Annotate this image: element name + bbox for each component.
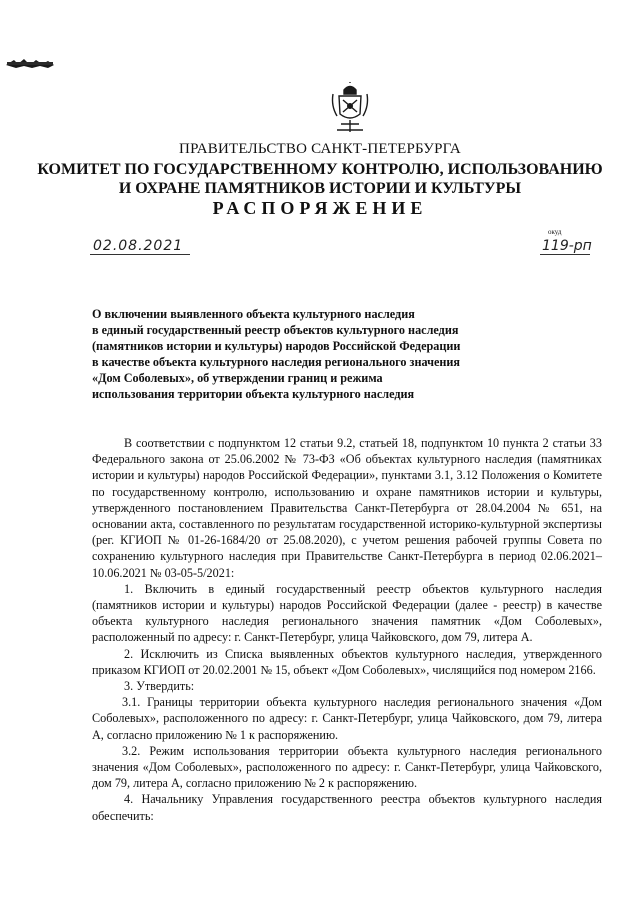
document-date: 02.08.2021 bbox=[93, 238, 184, 254]
committee-line-2: И ОХРАНЕ ПАМЯТНИКОВ ИСТОРИИ И КУЛЬТУРЫ bbox=[118, 180, 522, 197]
date-underline bbox=[90, 254, 190, 255]
document-number: 119-рп bbox=[542, 238, 592, 254]
subject-line: в качестве объекта культурного наследия регионального значения bbox=[92, 355, 460, 369]
subject-line: в единый государственный реестр объектов культурного наследия bbox=[92, 323, 459, 337]
item-2-paragraph: 2. Исключить из Списка выявленных объектов культурного наследия, утвержденного приказом КГИОП от 20.02.2001 № 15, объект «Дом Соболевых», числящийся под номером 2166. bbox=[92, 646, 602, 677]
coat-of-arms-icon bbox=[329, 82, 371, 134]
document-body bbox=[92, 435, 602, 824]
subject-line: (памятников истории и культуры) народов Российской Федерации bbox=[92, 339, 461, 353]
item-3-1-paragraph: 3.1. Границы территории объекта культурного наследия регионального значения «Дом Соболевых», расположенного по адресу: г. Санкт-Петербург, улица Чайковского, дом 79, литера А, согласно приложению № 1 к распоряжению. bbox=[92, 695, 602, 742]
document-subject bbox=[92, 306, 562, 402]
subject-line: использования территории объекта культурного наследия bbox=[92, 387, 415, 401]
item-4-paragraph: 4. Начальнику Управления государственного реестра объектов культурного наследия обеспечить: bbox=[92, 792, 602, 823]
subject-line: О включении выявленного объекта культурного наследия bbox=[92, 307, 415, 321]
number-underline bbox=[540, 254, 590, 255]
committee-line-1: КОМИТЕТ ПО ГОСУДАРСТВЕННОМУ КОНТРОЛЮ, ИСПОЛЬЗОВАНИЮ bbox=[37, 161, 603, 178]
preamble-paragraph: В соответствии с подпунктом 12 статьи 9.2, статьей 18, подпунктом 10 пункта 2 статьи 33 Федерального закона от 25.06.2002 № 73-ФЗ «Об объектах культурного наследия (памятниках истории и культуры) народов Российской Федерации», пунктами 3.1, 3.12 Положения о Комитете по государственному контролю, использованию и охране памятников истории и культуры, утвержденного постановлением Правительства Санкт-Петербурга от 28.04.2004 № 651, на основании акта, составленного по результатам государственной историко-культурной экспертизы (рег. КГИОП № 01-26-1684/20 от 25.08.2020), с учетом решения рабочей группы Совета по сохранению культурного наследия при Правительстве Санкт-Петербурга в период 02.06.2021–10.06.2021 № 03-05-5/2021: bbox=[92, 436, 602, 580]
committee-name bbox=[0, 160, 640, 198]
item-3-2-paragraph: 3.2. Режим использования территории объекта культурного наследия регионального значения «Дом Соболевых», расположенного по адресу: г. Санкт-Петербург, улица Чайковского, дом 79, литера А, согласно приложению № 2 к распоряжению. bbox=[92, 743, 602, 791]
subject-line: «Дом Соболевых», об утверждении границ и режима bbox=[92, 371, 383, 385]
okud-label: окуд bbox=[548, 228, 562, 236]
government-name: ПРАВИТЕЛЬСТВО САНКТ-ПЕТЕРБУРГА bbox=[179, 141, 461, 157]
item-3-paragraph: 3. Утвердить: bbox=[124, 679, 195, 694]
item-1-paragraph: 1. Включить в единый государственный реестр объектов культурного наследия (памятников истории и культуры) народов Российской Федерации (далее - реестр) в качестве объекта культурного наследия регионального значения памятник «Дом Соболевых», расположенный по адресу: г. Санкт-Петербург, улица Чайковского, дом 79, литера А. bbox=[92, 581, 602, 645]
stamp-mark-icon bbox=[4, 56, 56, 70]
document-type: РАСПОРЯЖЕНИЕ bbox=[212, 198, 428, 218]
